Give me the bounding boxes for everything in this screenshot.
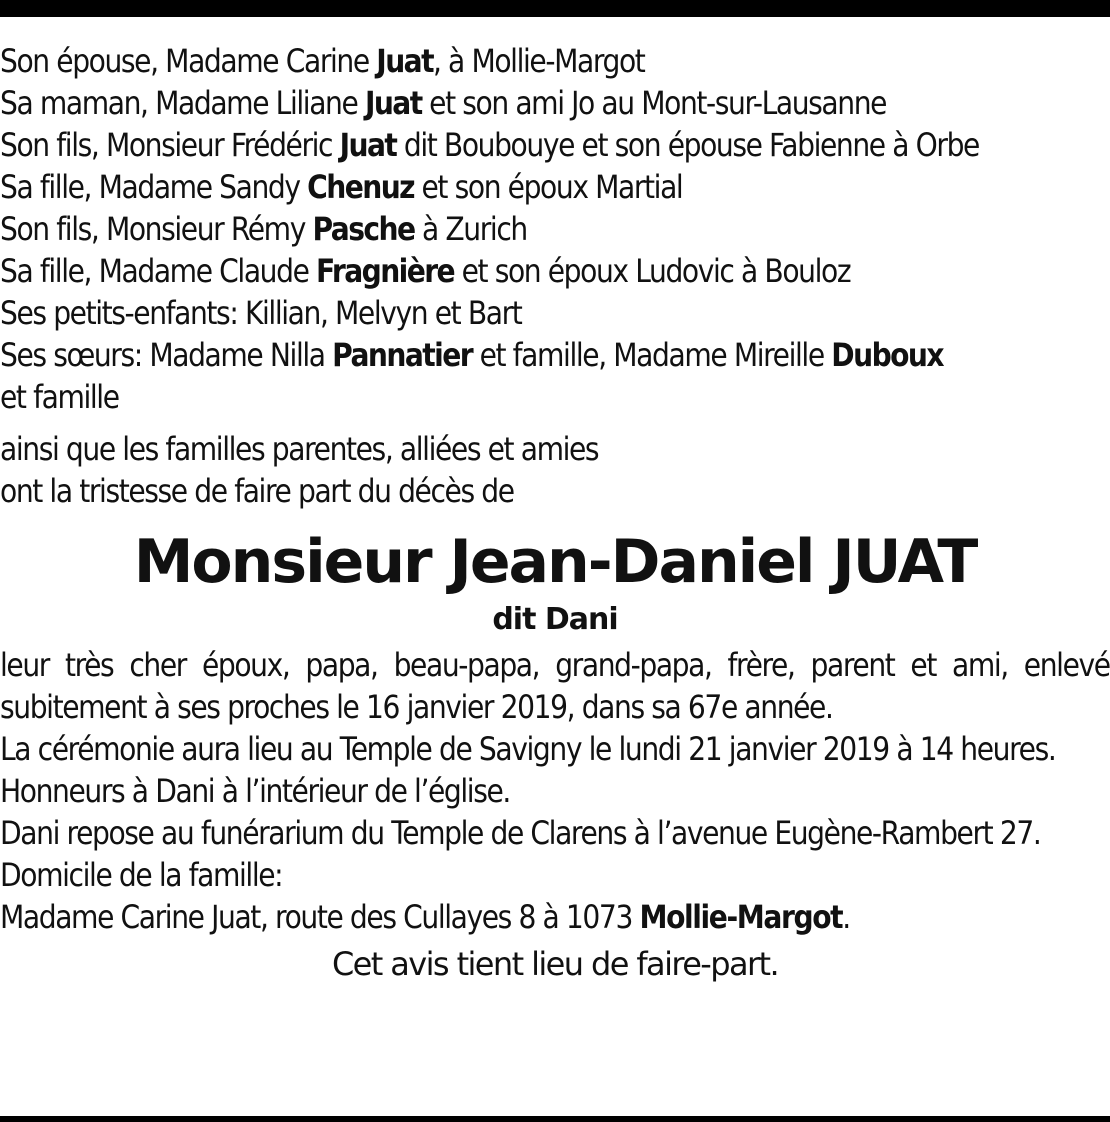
family-home-label: Domicile de la famille: (0, 856, 283, 894)
body-paragraph: leur très cher époux, papa, beau-papa, grand-papa, frère, parent et ami, enlevé subitement à ses proches le 16 janvier 2019, dans sa 67e année. (0, 646, 1110, 726)
announcement-line: ainsi que les familles parentes, alliées et amies (0, 430, 599, 468)
family-line-text: Sa maman, Madame Liliane (0, 84, 365, 122)
sisters-line-continued (0, 376, 1110, 418)
family-line (0, 82, 1110, 124)
family-line (0, 208, 1110, 250)
family-line-text: Ses petits-enfants: Killian, Melvyn et Bart (0, 294, 522, 332)
closing-note: Cet avis tient lieu de faire-part. (331, 945, 779, 983)
sister-surname: Pannatier (332, 336, 473, 374)
family-line-text: Sa fille, Madame Sandy (0, 168, 308, 206)
sisters-line (0, 334, 1110, 376)
deceased-name: Monsieur Jean-Daniel JUAT (133, 527, 977, 597)
obituary-notice (0, 40, 1110, 986)
announcement-line: ont la tristesse de faire part du décès de (0, 472, 514, 510)
family-line (0, 40, 1110, 82)
family-line-text: Son épouse, Madame Carine (0, 42, 377, 80)
family-line (0, 166, 1110, 208)
family-surname: Juat (376, 42, 433, 80)
family-line (0, 250, 1110, 292)
sisters-text: Ses sœurs: Madame Nilla (0, 336, 333, 374)
family-surname: Juat (364, 84, 422, 122)
family-line-text: Son fils, Monsieur Rémy (0, 210, 313, 248)
sisters-text: et famille, Madame Mireille (472, 336, 832, 374)
family-surname: Pasche (312, 210, 415, 248)
family-line-text: et son époux Martial (413, 168, 683, 206)
address-locality: Mollie-Margot (639, 898, 843, 936)
family-surname: Juat (339, 126, 397, 164)
family-line (0, 292, 1110, 334)
top-rule (0, 0, 1110, 17)
family-line-text: et son ami Jo au Mont-sur-Lausanne (421, 84, 887, 122)
family-surname: Chenuz (307, 168, 414, 206)
honours-paragraph: Honneurs à Dani à l’intérieur de l’église. (0, 772, 510, 810)
family-list (0, 40, 1110, 418)
address-text: Madame Carine Juat, route des Cullayes 8 à 1073 (0, 898, 640, 936)
bottom-rule (0, 1116, 1110, 1122)
family-line-text: à Zurich (414, 210, 527, 248)
family-address (0, 896, 1110, 938)
family-line-text: dit Boubouye et son épouse Fabienne à Orbe (396, 126, 979, 164)
sister-surname: Duboux (831, 336, 943, 374)
ceremony-paragraph: La cérémonie aura lieu au Temple de Savigny le lundi 21 janvier 2019 à 14 heures. (0, 730, 1056, 768)
sisters-text: et famille (0, 378, 119, 416)
family-line-text: Son fils, Monsieur Frédéric (0, 126, 340, 164)
address-text: . (842, 898, 850, 936)
family-line-text: et son époux Ludovic à Bouloz (454, 252, 851, 290)
family-line-text: , à Mollie-Margot (432, 42, 645, 80)
funeral-home-paragraph: Dani repose au funérarium du Temple de Clarens à l’avenue Eugène-Rambert 27. (0, 814, 1041, 852)
family-line (0, 124, 1110, 166)
family-line-text: Sa fille, Madame Claude (0, 252, 317, 290)
family-surname: Fragnière (316, 252, 455, 290)
deceased-nickname: dit Dani (492, 602, 618, 637)
